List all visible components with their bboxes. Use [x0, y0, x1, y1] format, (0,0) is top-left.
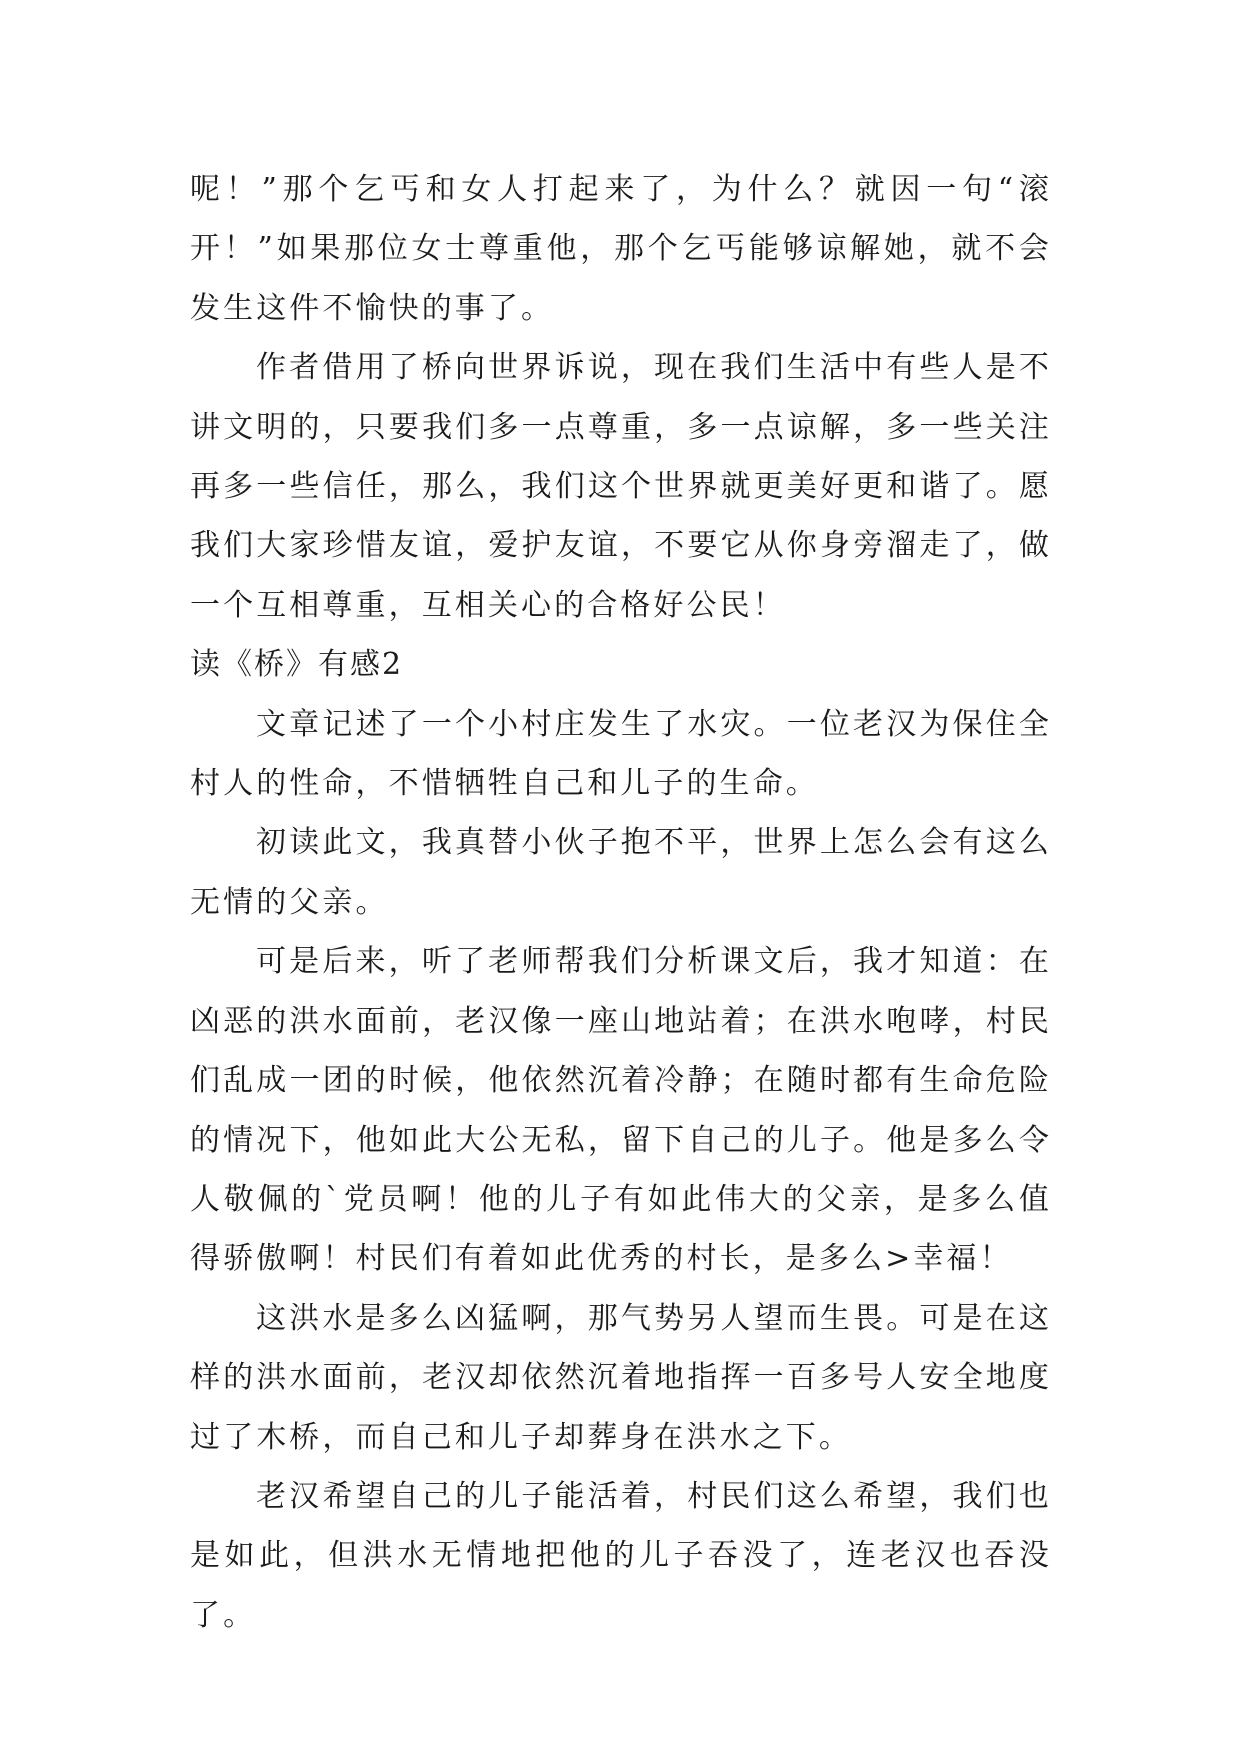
section-heading: 读《桥》有感2	[190, 647, 404, 683]
document-body	[190, 160, 1052, 1645]
paragraph: 文章记述了一个小村庄发生了水灾。一位老汉为保住全村人的性命，不惜牺牲自己和儿子的生命。	[190, 706, 1052, 802]
paragraph-continued: 呢！”那个乞丐和女人打起来了，为什么？就因一句“滚开！”如果那位女士尊重他，那个乞丐能够谅解她，就不会发生这件不愉快的事了。	[190, 172, 1052, 326]
paragraph: 这洪水是多么凶猛啊，那气势另人望而生畏。可是在这样的洪水面前，老汉却依然沉着地指挥一百多号人安全地度过了木桥，而自己和儿子却葬身在洪水之下。	[190, 1300, 1052, 1455]
paragraph: 可是后来，听了老师帮我们分析课文后，我才知道：在凶恶的洪水面前，老汉像一座山地站着；在洪水咆哮，村民们乱成一团的时候，他依然沉着冷静；在随时都有生命危险的情况下，他如此大公无私，留下自己的儿子。他是多么令人敬佩的`党员啊！他的儿子有如此伟大的父亲，是多么值得骄傲啊！村民们有着如此优秀的村长，是多么>幸福！	[190, 944, 1052, 1277]
paragraph: 初读此文，我真替小伙子抱不平，世界上怎么会有这么无情的父亲。	[190, 825, 1052, 920]
paragraph: 老汉希望自己的儿子能活着，村民们这么希望，我们也是如此，但洪水无情地把他的儿子吞没了，连老汉也吞没了。	[190, 1478, 1052, 1633]
paragraph: 作者借用了桥向世界诉说，现在我们生活中有些人是不讲文明的，只要我们多一点尊重，多一点谅解，多一些关注再多一些信任，那么，我们这个世界就更美好更和谐了。愿我们大家珍惜友谊，爱护友谊，不要它从你身旁溜走了，做一个互相尊重，互相关心的合格好公民！	[190, 350, 1052, 623]
